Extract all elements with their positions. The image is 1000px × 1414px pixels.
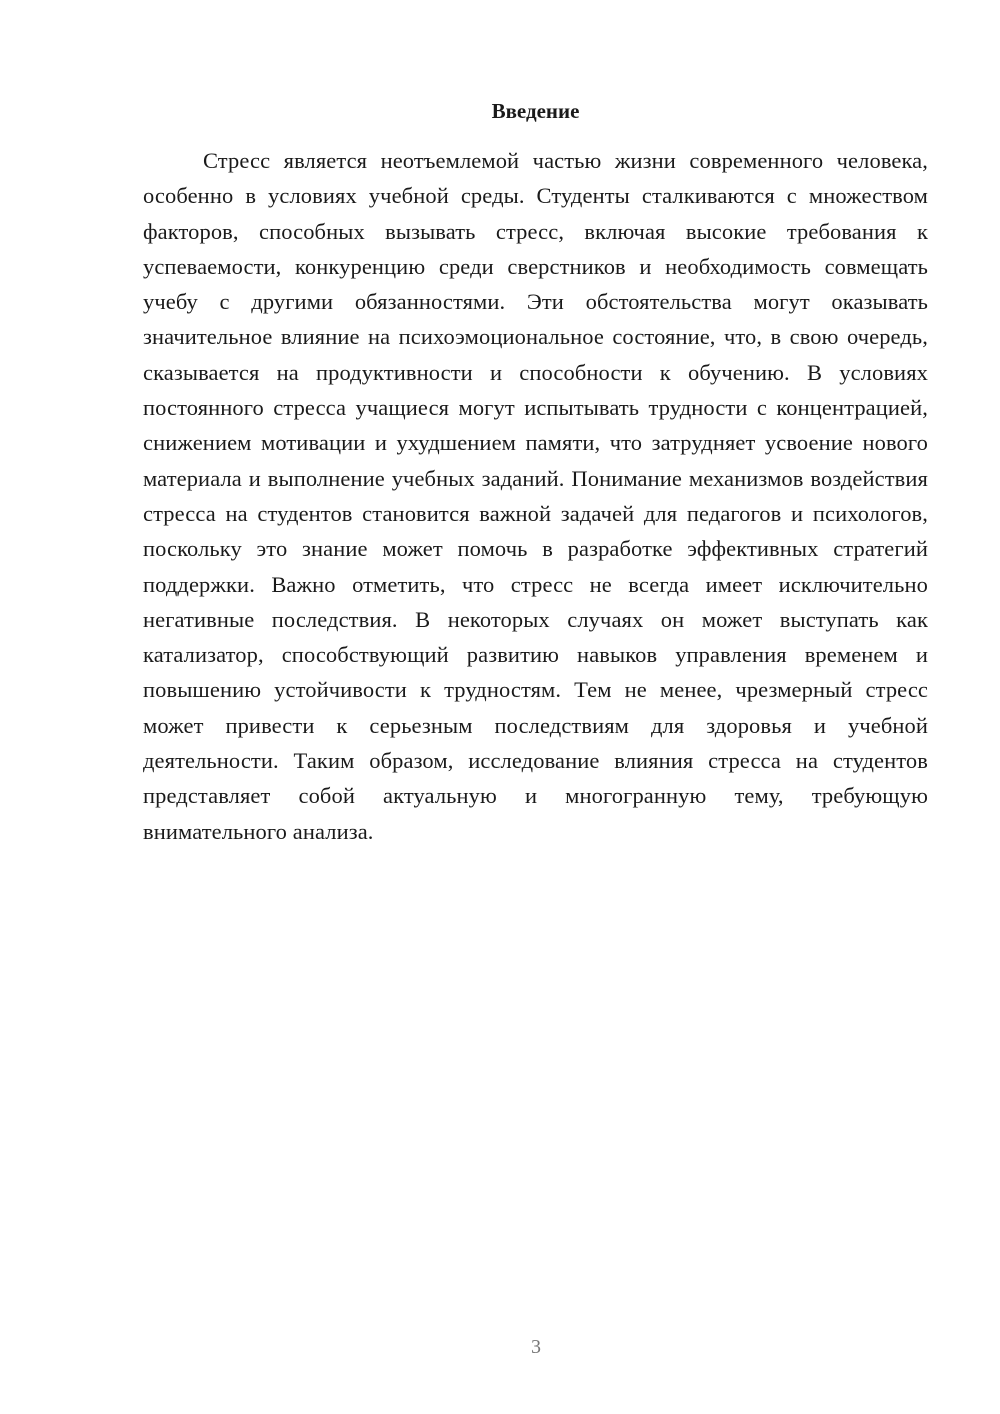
page-number: 3 [531, 1336, 541, 1358]
body-paragraph: Стресс является неотъемлемой частью жизни современного человека, особенно в условиях учебной среды. Студенты сталкиваются с множеством факторов, способных вызывать стресс, включая высокие требования к успеваемости, конкуренцию среди сверстников и необходимость совмещать учебу с другими обязанностями. Эти обстоятельства могут оказывать значительное влияние на психоэмоциональное состояние, что, в свою очередь, сказывается на продуктивности и способности к обучению. В условиях постоянного стресса учащиеся могут испытывать трудности с концентрацией, снижением мотивации и ухудшением памяти, что затрудняет усвоение нового материала и выполнение учебных заданий. Понимание механизмов воздействия стресса на студентов становится важной задачей для педагогов и психологов, поскольку это знание может помочь в разработке эффективных стратегий поддержки. Важно отметить, что стресс не всегда имеет исключительно негативные последствия. В некоторых случаях он может выступать как катализатор, способствующий развитию навыков управления временем и повышению устойчивости к трудностям. Тем не менее, чрезмерный стресс может привести к серьезным последствиям для здоровья и учебной деятельности. Таким образом, исследование влияния стресса на студентов представляет собой актуальную и многогранную тему, требующую внимательного анализа. [143, 148, 928, 844]
section-heading: Введение [491, 99, 580, 123]
